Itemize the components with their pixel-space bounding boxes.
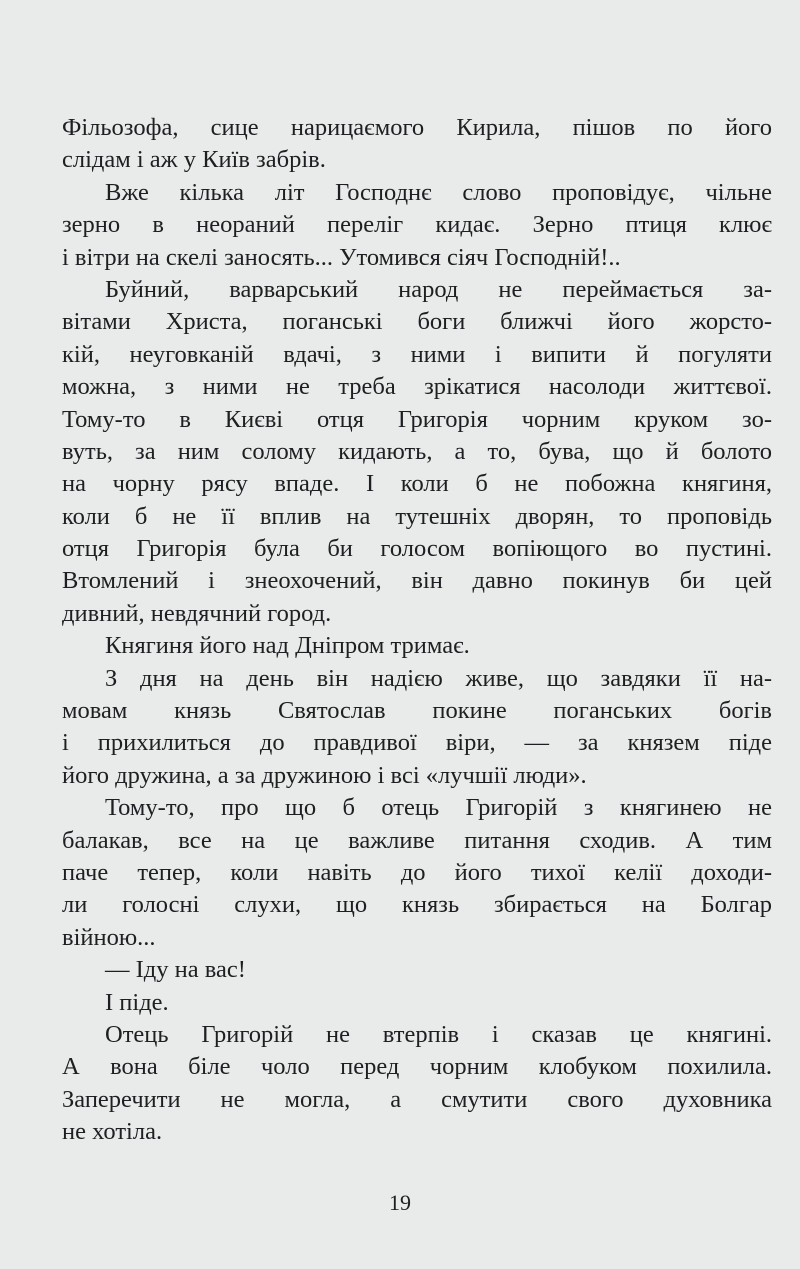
text-line: А вона біле чоло перед чорним клобуком похилила. bbox=[62, 1053, 772, 1081]
text-line: слідам і аж у Київ забрів. bbox=[62, 146, 326, 174]
text-line: З дня на день він надією живе, що завдяки її на- bbox=[105, 664, 772, 692]
text-line: дивний, невдячний город. bbox=[62, 599, 332, 627]
text-line: кій, неуговканій вдачі, з ними і випити й погуляти bbox=[62, 340, 772, 368]
text-line: мовам князь Святослав покине поганських богів bbox=[62, 697, 772, 725]
text-line: балакав, все на це важливе питання сходив. А тим bbox=[62, 826, 772, 854]
text-line: на чорну рясу впаде. І коли б не побожна княгиня, bbox=[62, 470, 772, 498]
book-page-text bbox=[62, 112, 772, 1149]
text-line: — Іду на вас! bbox=[105, 956, 246, 984]
text-line: ли голосні слухи, що князь збирається на Болгар bbox=[62, 891, 772, 919]
text-line: Отець Григорій не втерпів і сказав це княгині. bbox=[105, 1020, 772, 1048]
text-line: Тому-то в Києві отця Григорія чорним круком зо- bbox=[62, 405, 772, 433]
text-line: зерно в неораний переліг кидає. Зерно птиця клює bbox=[62, 211, 772, 239]
page-number: 19 bbox=[389, 1190, 411, 1215]
text-line: Вже кілька літ Господнє слово проповідує, чільне bbox=[105, 178, 772, 206]
text-line: і вітри на скелі заносять... Утомився сіяч Господній!.. bbox=[62, 243, 621, 271]
text-line: вітами Христа, поганські боги ближчі його жорсто- bbox=[62, 308, 772, 336]
text-line: отця Григорія була би голосом вопіющого во пустині. bbox=[62, 535, 772, 563]
text-line: Заперечити не могла, а смутити свого духовника bbox=[62, 1085, 772, 1113]
text-line: коли б не її вплив на тутешніх дворян, то проповідь bbox=[62, 502, 772, 530]
text-line: і прихилиться до правдивої віри, — за князем піде bbox=[62, 729, 772, 757]
text-line: Княгиня його над Дніпром тримає. bbox=[105, 632, 470, 660]
text-line: І піде. bbox=[105, 988, 169, 1016]
text-line: не хотіла. bbox=[62, 1118, 163, 1146]
text-line: його дружина, а за дружиною і всі «лучшії люди». bbox=[62, 761, 587, 789]
text-line: можна, з ними не треба зрікатися насолоди життєвої. bbox=[62, 373, 772, 401]
text-line: Тому-то, про що б отець Григорій з княгинею не bbox=[105, 794, 772, 822]
text-line: вуть, за ним солому кидають, а то, бува, що й болото bbox=[62, 437, 772, 465]
text-line: Втомлений і знеохочений, він давно покинув би цей bbox=[62, 567, 772, 595]
text-line: війною... bbox=[62, 923, 156, 951]
text-line: Фільозофа, сице нарицаємого Кирила, пішов по його bbox=[62, 114, 772, 141]
text-line: Буйний, варварський народ не переймається за- bbox=[105, 275, 772, 303]
text-line: паче тепер, коли навіть до його тихої келії доходи- bbox=[62, 858, 772, 886]
